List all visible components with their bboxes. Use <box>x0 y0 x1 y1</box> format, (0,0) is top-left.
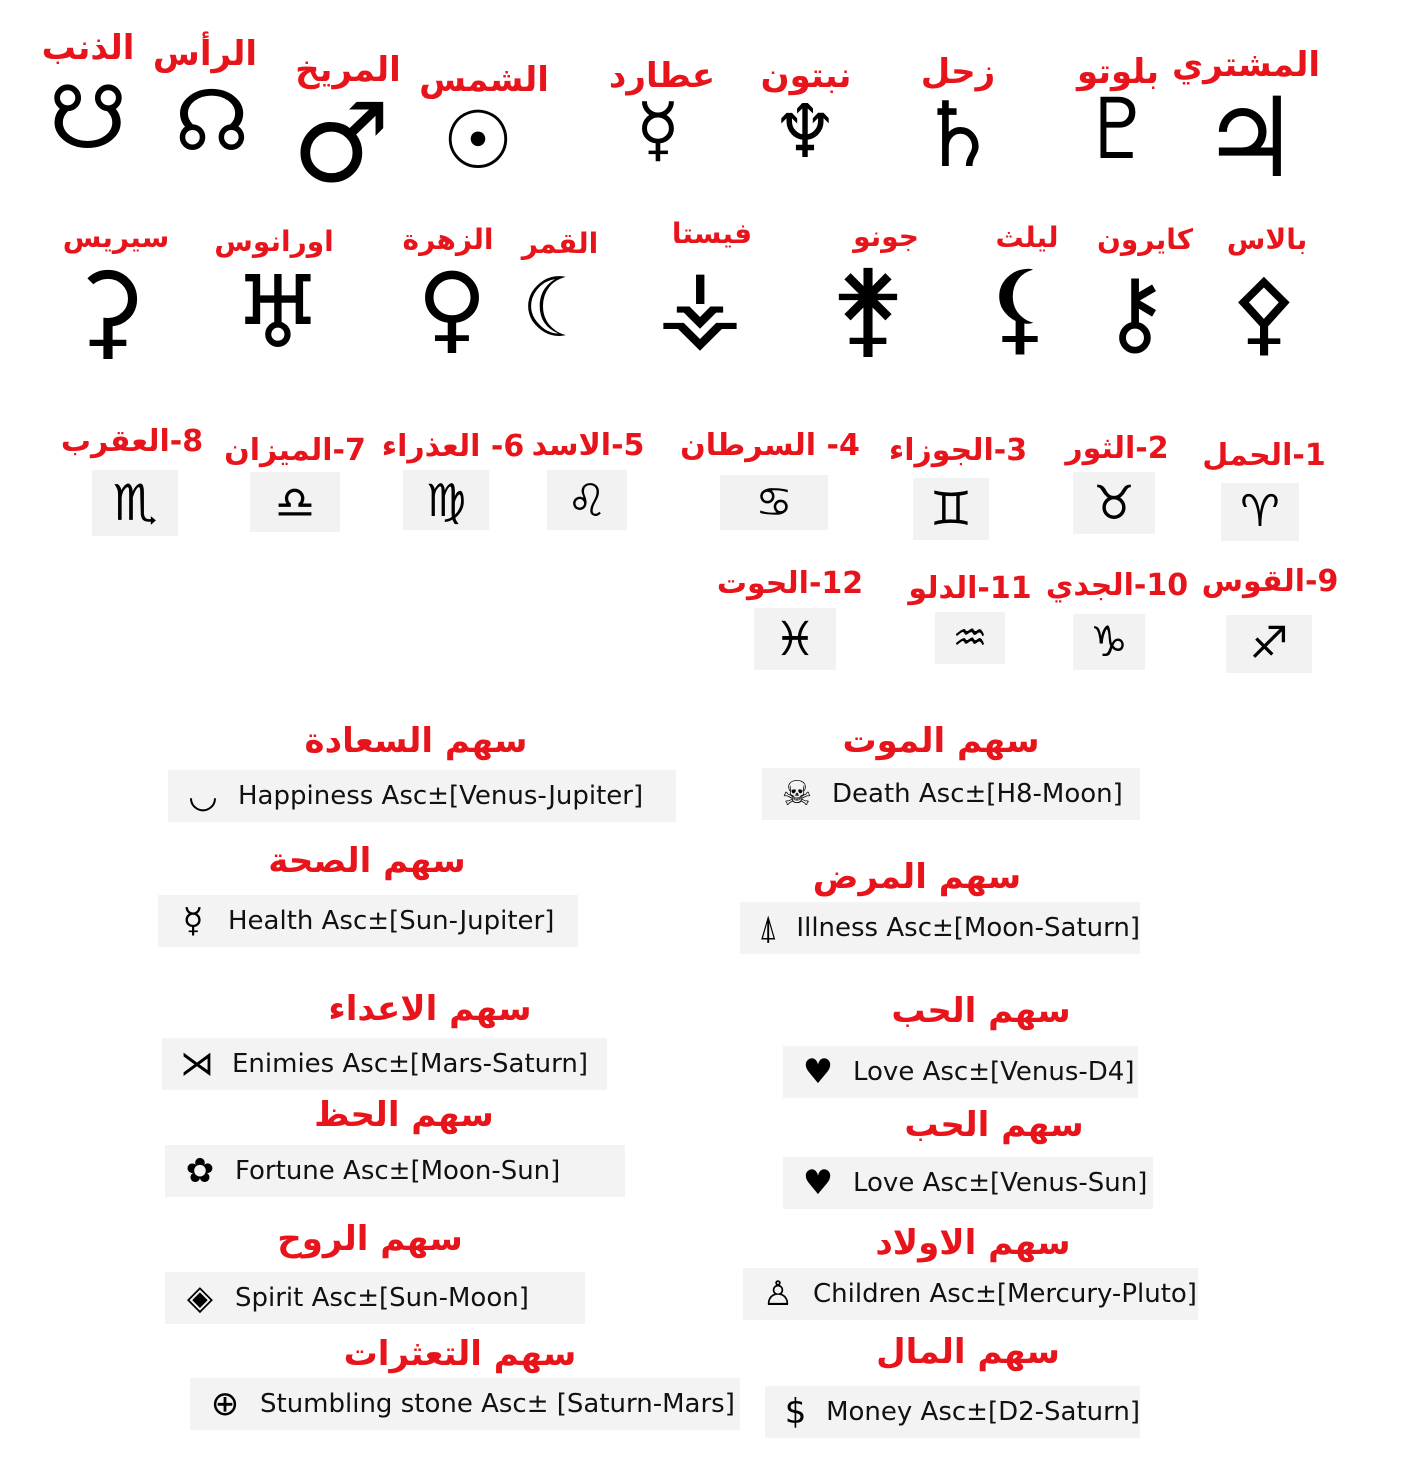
lot-formula: Fortune Asc±[Moon-Sun] <box>235 1156 561 1186</box>
uranus-icon: ♅ <box>233 254 323 371</box>
smile-icon: ◡ <box>188 776 218 816</box>
heart-icon: ♥ <box>802 1163 834 1203</box>
planet-label: سيريس <box>62 221 170 254</box>
lot-heading: سهم الحظ <box>314 1095 494 1135</box>
planet-label: نبتون <box>760 56 852 96</box>
lot-row <box>740 902 1140 954</box>
planet-label: بالاس <box>1226 223 1308 256</box>
lot-row <box>162 1038 607 1090</box>
lot-formula: Enimies Asc±[Mars-Saturn] <box>232 1049 588 1079</box>
lot-row <box>765 1386 1140 1438</box>
planet-label: الشمس <box>419 60 549 100</box>
juno-icon: ⚵ <box>829 246 907 369</box>
chiron-icon: ⚷ <box>1101 259 1169 367</box>
zodiac-label: 7-الميزان <box>224 433 366 468</box>
lot-formula: Children Asc±[Mercury-Pluto] <box>813 1279 1197 1309</box>
lot-heading: سهم المال <box>876 1332 1060 1372</box>
planet-label: الزهرة <box>402 223 494 256</box>
lot-formula: Stumbling stone Asc± [Saturn-Mars] <box>260 1389 735 1419</box>
moon-icon: ☾ <box>521 260 595 356</box>
lot-heading: سهم الاولاد <box>875 1223 1071 1263</box>
zodiac-label: 11-الدلو <box>908 571 1032 606</box>
lot-formula: Illness Asc±[Moon-Saturn] <box>796 913 1140 943</box>
lot-heading: سهم المرض <box>812 857 1022 897</box>
stumbling-stone-icon: ⊕ <box>210 1384 240 1424</box>
aquarius-icon: ♒ <box>935 612 1005 664</box>
capricorn-icon: ♑ <box>1073 614 1145 670</box>
illness-icon: ⍋ <box>758 908 779 948</box>
lot-row <box>168 770 676 822</box>
lot-formula: Love Asc±[Venus-D4] <box>853 1057 1135 1087</box>
lot-heading: سهم الموت <box>842 721 1040 761</box>
neptune-icon: ♆ <box>771 89 839 176</box>
sun-icon: ☉ <box>442 94 514 187</box>
planet-label: زحل <box>920 52 996 92</box>
planet-label: ليلث <box>995 221 1059 254</box>
lot-formula: Health Asc±[Sun-Jupiter] <box>228 906 555 936</box>
zodiac-label: 3-الجوزاء <box>888 433 1028 468</box>
lot-heading: سهم السعادة <box>304 721 528 761</box>
lot-heading: سهم التعثرات <box>343 1334 577 1374</box>
planet-label: عطارد <box>608 56 716 96</box>
lilith-icon: ⚸ <box>983 249 1057 366</box>
zodiac-label: 10-الجدي <box>1045 568 1189 603</box>
saturn-icon: ♄ <box>917 82 999 188</box>
lot-heading: سهم الحب <box>891 991 1071 1031</box>
zodiac-label: 6- العذراء <box>381 429 525 464</box>
lot-heading: سهم الصحة <box>268 841 466 881</box>
planet-label: فيستا <box>671 217 753 250</box>
zodiac-label: 2-الثور <box>1065 431 1169 466</box>
mercury-icon: ☿ <box>635 87 681 172</box>
children-icon: ♙ <box>762 1274 794 1314</box>
north-node-icon: ☊ <box>174 71 250 170</box>
lot-row <box>762 768 1140 820</box>
lot-heading: سهم الاعداء <box>328 989 532 1029</box>
planet-label: بلوتو <box>1076 52 1160 92</box>
skull-crossbones-icon: ☠ <box>781 774 813 814</box>
lot-formula: Money Asc±[D2-Saturn] <box>826 1397 1140 1427</box>
pluto-icon: ♇ <box>1080 79 1156 178</box>
planet-label: اورانوس <box>214 225 334 258</box>
heart-icon: ♥ <box>802 1052 834 1092</box>
planet-label: كايرون <box>1096 223 1194 256</box>
scorpio-icon: ♏ <box>92 470 178 536</box>
gemini-icon: ♊ <box>913 478 989 540</box>
zodiac-label: 4- السرطان <box>680 428 860 463</box>
lot-row <box>165 1145 625 1197</box>
lot-formula: Happiness Asc±[Venus-Jupiter] <box>238 781 644 811</box>
planet-label: المشتري <box>1171 45 1320 85</box>
ceres-icon: ⚳ <box>69 248 147 371</box>
dollar-icon: $ <box>784 1392 807 1432</box>
aries-icon: ♈ <box>1221 483 1299 541</box>
lot-row <box>743 1268 1198 1320</box>
jupiter-icon: ♃ <box>1200 73 1300 202</box>
lot-row <box>783 1046 1138 1098</box>
planet-label: المريخ <box>295 50 401 90</box>
vesta-icon: ⚶ <box>657 246 743 363</box>
south-node-icon: ☋ <box>48 65 128 169</box>
lot-formula: Death Asc±[H8-Moon] <box>832 779 1123 809</box>
lot-row <box>783 1157 1153 1209</box>
lot-formula: Love Asc±[Venus-Sun] <box>853 1168 1148 1198</box>
cancer-icon: ♋ <box>720 475 828 530</box>
venus-icon: ♀ <box>416 252 488 365</box>
pallas-icon: ⚴ <box>1230 259 1298 367</box>
enemies-icon: ⋊ <box>180 1044 214 1084</box>
zodiac-label: 12-الحوت <box>716 566 864 601</box>
virgo-icon: ♍ <box>403 470 489 530</box>
lot-row <box>165 1272 585 1324</box>
libra-icon: ♎ <box>250 472 340 532</box>
leo-icon: ♌ <box>547 470 627 530</box>
spirit-icon: ◈ <box>186 1278 214 1318</box>
zodiac-label: 8-العقرب <box>60 424 204 459</box>
lot-row <box>190 1378 740 1430</box>
zodiac-label: 1-الحمل <box>1202 438 1326 473</box>
zodiac-label: 9-القوس <box>1201 564 1339 599</box>
planet-label: جونو <box>853 220 919 253</box>
mars-icon: ♂ <box>291 78 391 207</box>
lot-row <box>158 895 578 947</box>
planet-label: الرأس <box>152 34 258 74</box>
planet-label: الذنب <box>41 28 135 68</box>
lot-heading: سهم الحب <box>904 1105 1084 1145</box>
lot-heading: سهم الروح <box>277 1219 463 1259</box>
pisces-icon: ♓ <box>754 608 836 670</box>
planet-label: القمر <box>521 227 599 260</box>
sagittarius-icon: ♐ <box>1226 615 1312 673</box>
lot-formula: Spirit Asc±[Sun-Moon] <box>235 1283 529 1313</box>
health-icon: ☿ <box>182 901 204 941</box>
taurus-icon: ♉ <box>1073 472 1155 534</box>
zodiac-label: 5-الاسد <box>531 428 645 463</box>
fortune-icon: ✿ <box>185 1151 215 1191</box>
